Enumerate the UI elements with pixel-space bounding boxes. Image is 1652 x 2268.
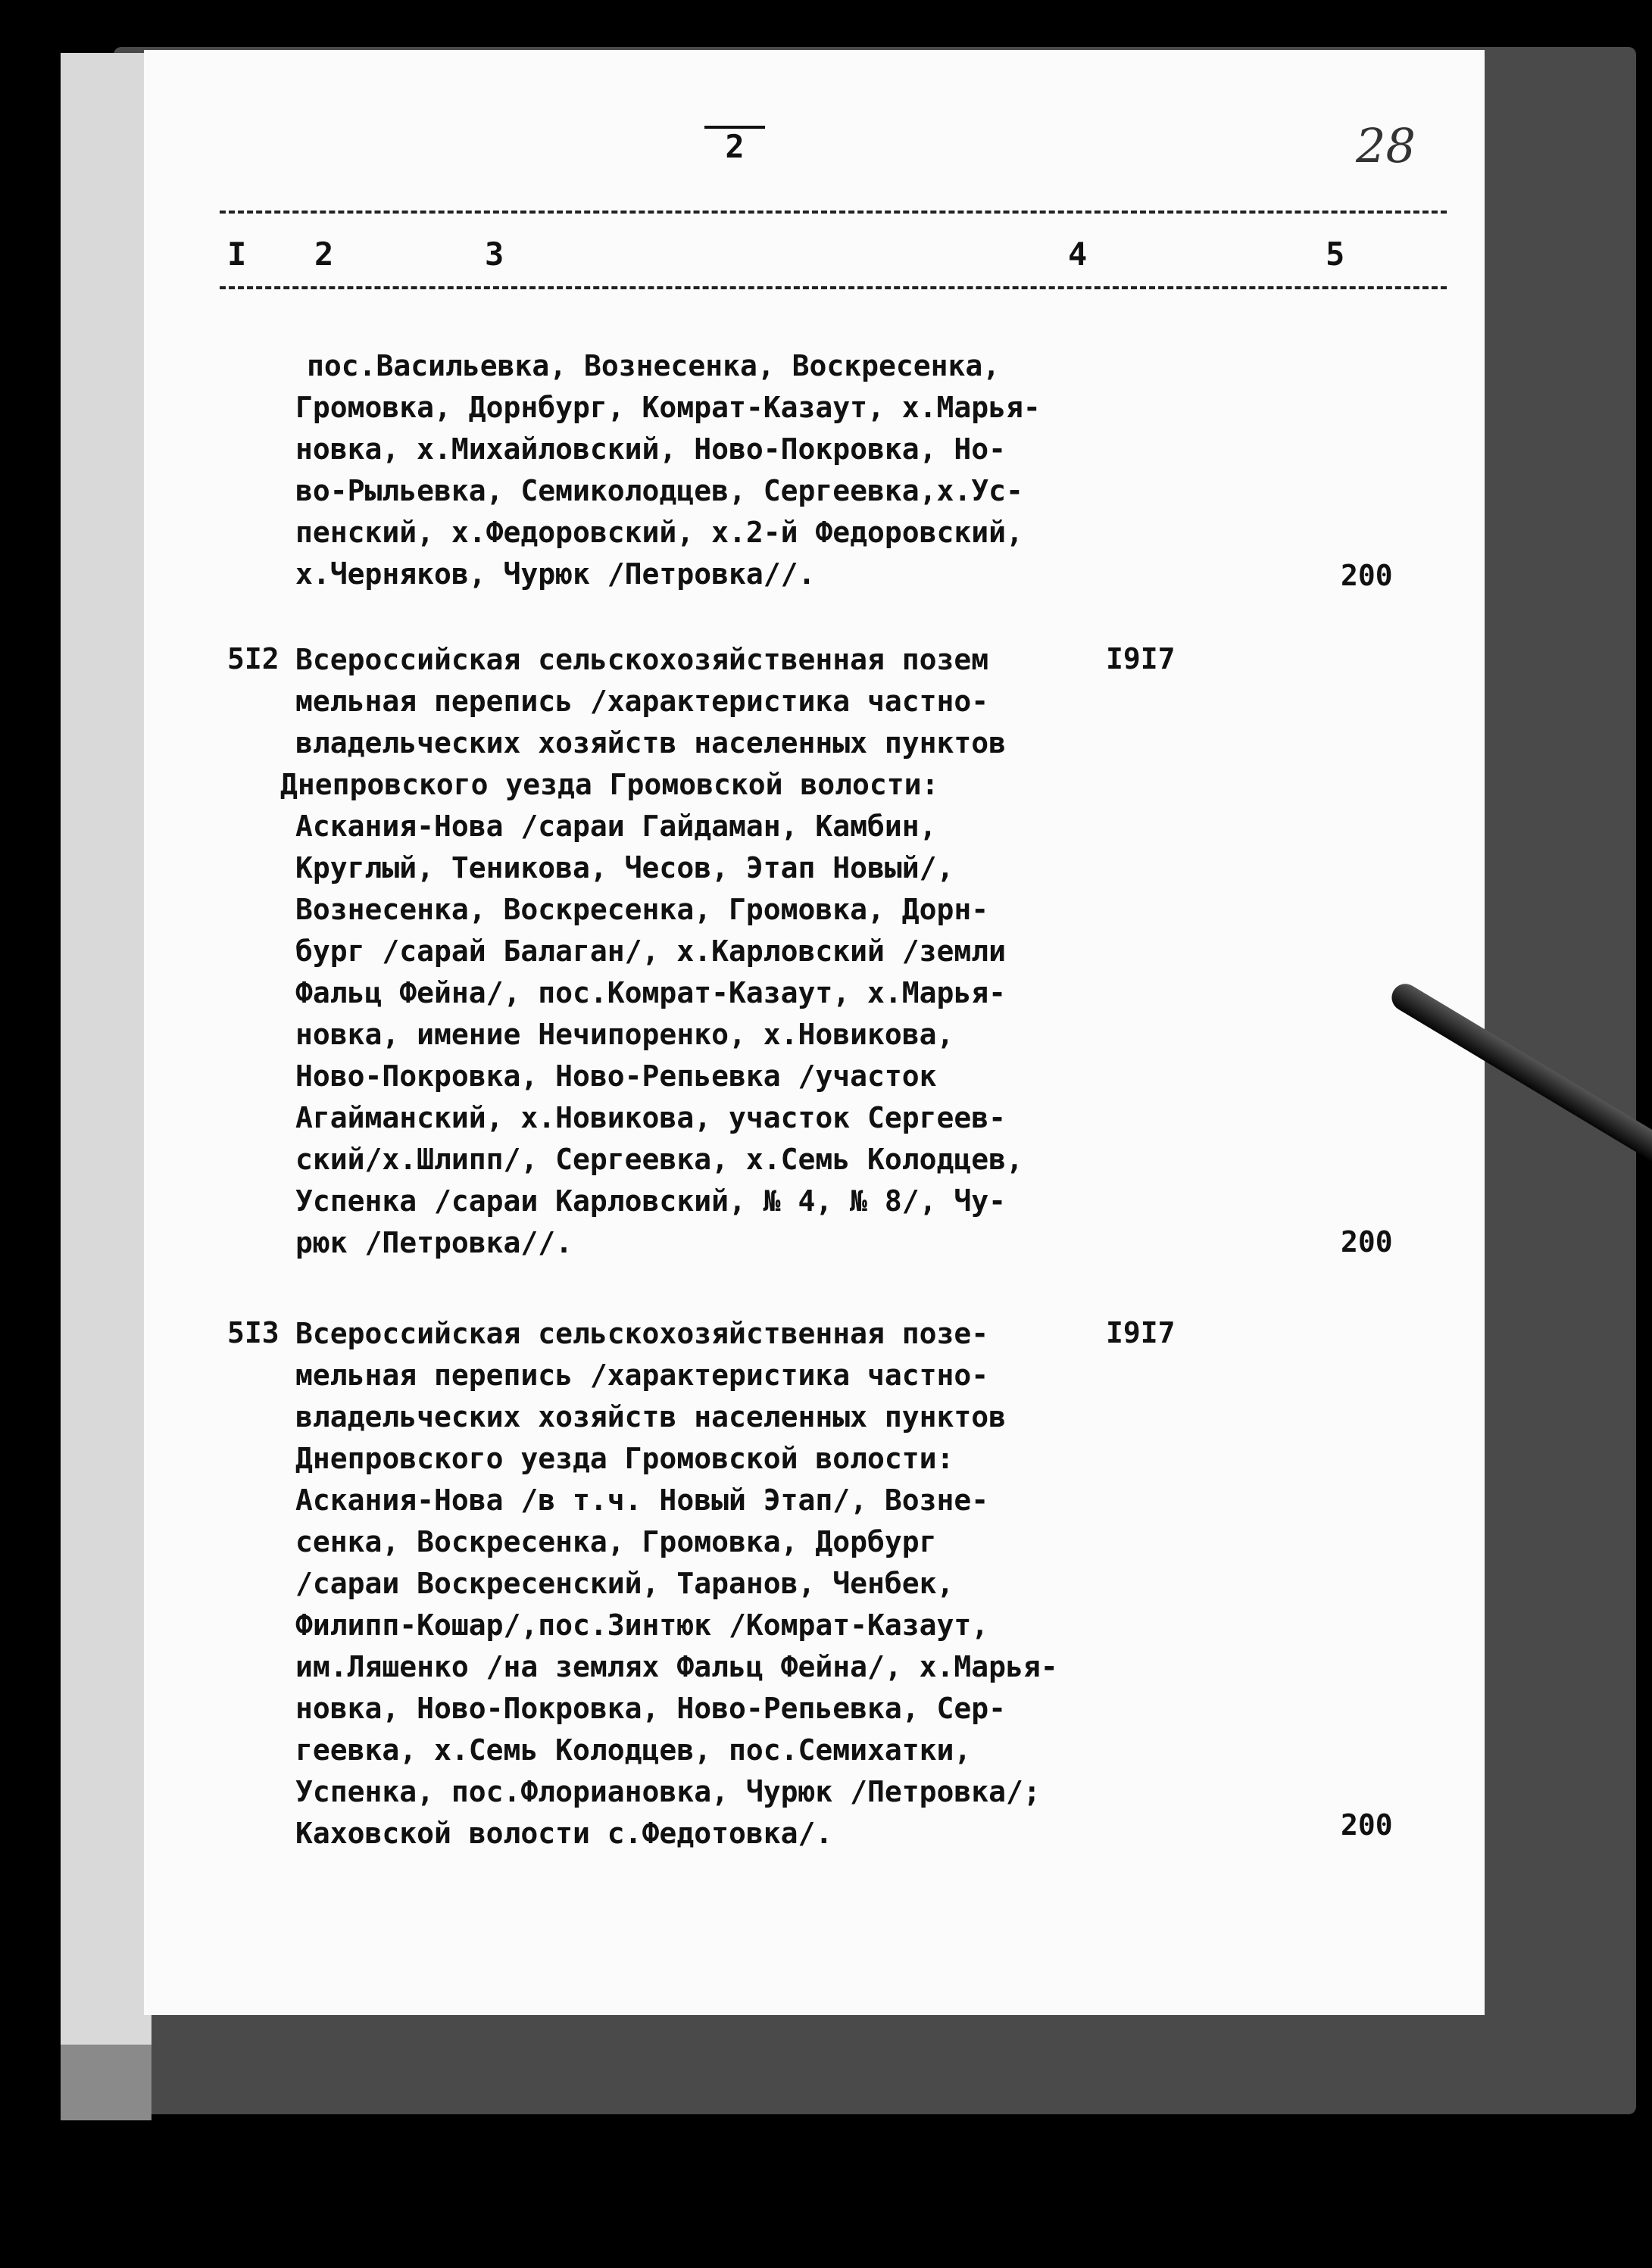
entry-513-text bbox=[295, 1313, 1303, 1855]
text-line: Аскания-Нова /в т.ч. Новый Этап/, Возне- bbox=[295, 1483, 989, 1517]
text-line: Успенка, пос.Флориановка, Чурюк /Петровка/; bbox=[295, 1775, 1041, 1808]
text-line: ский/х.Шлипп/, Сергеевка, х.Семь Колодцев, bbox=[295, 1143, 1023, 1176]
text-line: владельческих хозяйств населенных пунктов bbox=[295, 726, 1006, 760]
column-number-1: I bbox=[227, 236, 247, 273]
text-line: мельная перепись /характеристика частно- bbox=[295, 1359, 989, 1392]
text-line: Филипп-Кошар/,пос.Зинтюк /Комрат-Казаут, bbox=[295, 1608, 989, 1642]
text-line: Всероссийская сельскохозяйственная позем bbox=[295, 643, 989, 676]
entry-year: I9I7 bbox=[1106, 642, 1176, 675]
text-line: пос.Васильевка, Вознесенка, Воскресенка, bbox=[307, 349, 1001, 382]
text-line: Всероссийская сельскохозяйственная позе- bbox=[295, 1317, 989, 1350]
entry-year: I9I7 bbox=[1106, 1316, 1176, 1349]
entry-512-text bbox=[280, 639, 1303, 1264]
document-page bbox=[144, 50, 1485, 2015]
text-line: Фальц Фейна/, пос.Комрат-Казаут, х.Марья- bbox=[295, 976, 1006, 1009]
entry-512-quantity: 200 bbox=[1341, 1225, 1393, 1259]
binding-band bbox=[61, 2045, 151, 2120]
header-rule-top bbox=[220, 211, 1447, 214]
text-line: Аскания-Нова /сараи Гайдаман, Камбин, bbox=[295, 810, 937, 843]
entry-continued-text bbox=[295, 345, 1303, 595]
text-line: пенский, х.Федоровский, х.2-й Федоровский, bbox=[295, 516, 1023, 549]
text-line: Днепровского уезда Громовской волости: bbox=[295, 1442, 954, 1475]
text-line: Днепровского уезда Громовской волости: bbox=[280, 768, 939, 801]
entry-number: 5I2 bbox=[227, 642, 279, 675]
text-line: рюк /Петровка//. bbox=[295, 1226, 573, 1259]
text-line: мельная перепись /характеристика частно- bbox=[295, 685, 989, 718]
text-line: Каховской волости с.Федотовка/. bbox=[295, 1817, 833, 1850]
text-line: Агайманский, х.Новикова, участок Сергеев- bbox=[295, 1101, 1006, 1134]
header-rule-bottom bbox=[220, 286, 1447, 289]
text-line: во-Рыльевка, Семиколодцев, Сергеевка,х.Ус- bbox=[295, 474, 1023, 507]
page-number: 2 bbox=[704, 126, 765, 165]
text-line: сенка, Воскресенка, Громовка, Дорбург bbox=[295, 1525, 937, 1558]
entry-513-quantity: 200 bbox=[1341, 1808, 1393, 1842]
column-number-3: 3 bbox=[485, 236, 504, 273]
text-line: Ново-Покровка, Ново-Репьевка /участок bbox=[295, 1059, 937, 1093]
text-line: Круглый, Теникова, Чесов, Этап Новый/, bbox=[295, 851, 954, 884]
column-number-5: 5 bbox=[1326, 236, 1345, 273]
text-line: новка, Ново-Покровка, Ново-Репьевка, Сер- bbox=[295, 1692, 1006, 1725]
text-line: бург /сарай Балаган/, х.Карловский /земли bbox=[295, 934, 1006, 968]
text-line: владельческих хозяйств населенных пунктов bbox=[295, 1400, 1006, 1433]
text-line: /сараи Воскресенский, Таранов, Ченбек, bbox=[295, 1567, 954, 1600]
text-line: Успенка /сараи Карловский, № 4, № 8/, Чу- bbox=[295, 1184, 1006, 1218]
column-number-4: 4 bbox=[1068, 236, 1088, 273]
text-line: новка, х.Михайловский, Ново-Покровка, Но- bbox=[295, 432, 1006, 466]
text-line: новка, имение Нечипоренко, х.Новикова, bbox=[295, 1018, 954, 1051]
text-line: х.Черняков, Чурюк /Петровка//. bbox=[295, 557, 816, 591]
archive-sheet-number: 28 bbox=[1356, 118, 1416, 173]
entry-continued-quantity: 200 bbox=[1341, 559, 1393, 592]
text-line: геевка, х.Семь Колодцев, пос.Семихатки, bbox=[295, 1733, 972, 1767]
book-binding bbox=[61, 53, 151, 2113]
column-number-2: 2 bbox=[314, 236, 334, 273]
entry-number: 5I3 bbox=[227, 1316, 279, 1349]
text-line: Громовка, Дорнбург, Комрат-Казаут, х.Марья- bbox=[295, 391, 1041, 424]
text-line: Вознесенка, Воскресенка, Громовка, Дорн- bbox=[295, 893, 989, 926]
text-line: им.Ляшенко /на землях Фальц Фейна/, х.Марья- bbox=[295, 1650, 1058, 1683]
